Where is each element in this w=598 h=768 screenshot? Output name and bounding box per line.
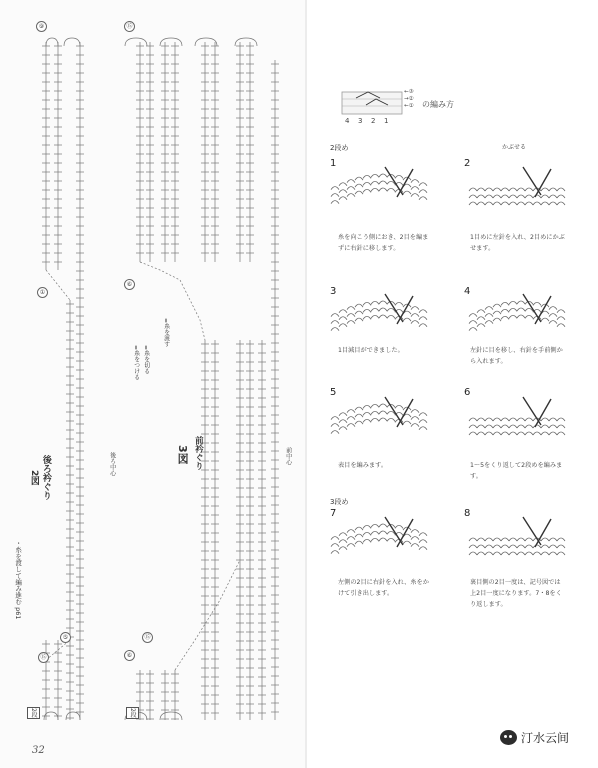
chart3-title: 3図 <box>176 445 190 464</box>
step-illustration-7 <box>325 515 437 567</box>
chart3-row-label: 2段 <box>126 707 139 719</box>
step-number-1: 1 <box>330 158 337 169</box>
chart2-subtitle: 後ろ衿ぐり <box>40 455 51 500</box>
mini-row-3: ←③ <box>404 89 414 95</box>
stitch-loop <box>64 38 80 46</box>
chart2-note: ・糸を渡して編み進む p61 <box>14 540 23 620</box>
step-number-7: 7 <box>330 508 337 519</box>
knit-row <box>469 195 565 198</box>
stitch-loop <box>160 38 182 46</box>
step-illustration-6 <box>463 395 575 447</box>
step-illustration-3 <box>325 292 437 344</box>
step-number-4: 4 <box>464 286 471 297</box>
chart3-symbols <box>125 38 279 720</box>
knit-row <box>469 545 565 548</box>
wechat-icon <box>500 730 517 745</box>
knit-row <box>469 538 565 541</box>
neckline-increase <box>175 560 240 670</box>
chart3-center-label: 前中心 <box>284 447 292 465</box>
knit-row <box>469 432 565 435</box>
step-number-3: 3 <box>330 286 337 297</box>
legend-cut-yarn: =糸を切る <box>142 345 150 375</box>
step-illustration-5 <box>325 395 437 447</box>
mini-col-3: 3 <box>358 117 363 125</box>
needle <box>535 399 551 427</box>
knit-row <box>469 552 565 555</box>
watermark <box>500 727 569 747</box>
stitch-loop <box>195 38 217 46</box>
kabuseru-label: かぶせる <box>502 144 527 151</box>
knit-row <box>469 418 565 421</box>
legend-pass-yarn: =糸を渡す <box>162 318 170 348</box>
chart3-subtitle: 前衿ぐり <box>193 436 204 470</box>
step-illustration-1 <box>325 165 437 217</box>
row2-heading: 2段め <box>330 144 349 152</box>
page-number: 32 <box>32 745 45 756</box>
step-caption-5: 表目を編みます。 <box>338 462 388 469</box>
step-caption-1: 糸を向こう側におき、2目を編まずに右針に移します。 <box>338 234 429 252</box>
knit-row <box>469 425 565 428</box>
needle <box>397 519 413 547</box>
chart2-symbols <box>42 38 84 720</box>
step-illustration-4 <box>463 292 575 344</box>
needle <box>397 399 413 427</box>
step-caption-2: 1目めに左針を入れ、2目めにかぶせます。 <box>470 234 565 252</box>
chart2-title: 2図 <box>28 470 39 486</box>
chart3-circled-15-top: ⑮ <box>124 21 135 32</box>
needle <box>397 296 413 324</box>
mini-row-2: →② <box>404 96 414 102</box>
chart3-circled-15-bottom: ⑮ <box>142 632 153 643</box>
step-caption-3: 1目減目ができました。 <box>338 347 404 354</box>
knit-row <box>469 202 565 205</box>
needle <box>535 519 551 547</box>
needle <box>535 169 551 197</box>
step-number-6: 6 <box>464 387 471 398</box>
chart2-circled-9: ⑨ <box>36 21 47 32</box>
stitch-loop <box>46 38 58 46</box>
chart2-circled-1: ① <box>37 287 48 298</box>
step-caption-4: 左針に目を移し、右針を手前側から入れます。 <box>470 347 563 365</box>
method-header: の編み方 <box>422 100 454 109</box>
chart3-circled-6-b: ⑥ <box>124 650 135 661</box>
needle <box>535 296 551 324</box>
chart2-circled-5: ⑤ <box>60 632 71 643</box>
chart2-circled-15: ⑮ <box>38 652 49 663</box>
legend-attach-yarn: =糸をつける <box>132 345 140 381</box>
step-illustration-2 <box>463 165 575 217</box>
stitch-loop <box>66 712 80 720</box>
mini-row-1: ←① <box>404 103 414 109</box>
step-illustration-8 <box>463 515 575 567</box>
stitch-loop <box>125 38 147 46</box>
decrease-path <box>46 270 70 300</box>
chart2-center-label: 後ろ中心 <box>108 452 116 476</box>
step-caption-6: 1〜5をくり返して2段めを編みます。 <box>470 462 563 480</box>
needle <box>397 169 413 197</box>
step-number-5: 5 <box>330 387 337 398</box>
watermark-text: 汀水云间 <box>521 730 570 745</box>
stitch-loop <box>235 38 257 46</box>
knit-row <box>469 188 565 191</box>
neckline-decrease <box>140 262 205 340</box>
step-number-2: 2 <box>464 158 471 169</box>
step-caption-8: 裏目側の2目一度は、記号図では上2目一度になります。7・8をくり返します。 <box>470 579 562 608</box>
mini-col-4: 4 <box>345 117 350 125</box>
step-caption-7: 左側の2目に右針を入れ、糸をかけて引き出します。 <box>338 579 429 597</box>
mini-col-1: 1 <box>384 117 389 125</box>
step-number-8: 8 <box>464 508 471 519</box>
row3-heading: 3段め <box>330 498 349 506</box>
chart2-row-label: 2段 <box>27 707 40 719</box>
chart3-circled-6-a: ⑥ <box>124 279 135 290</box>
mini-col-2: 2 <box>371 117 376 125</box>
